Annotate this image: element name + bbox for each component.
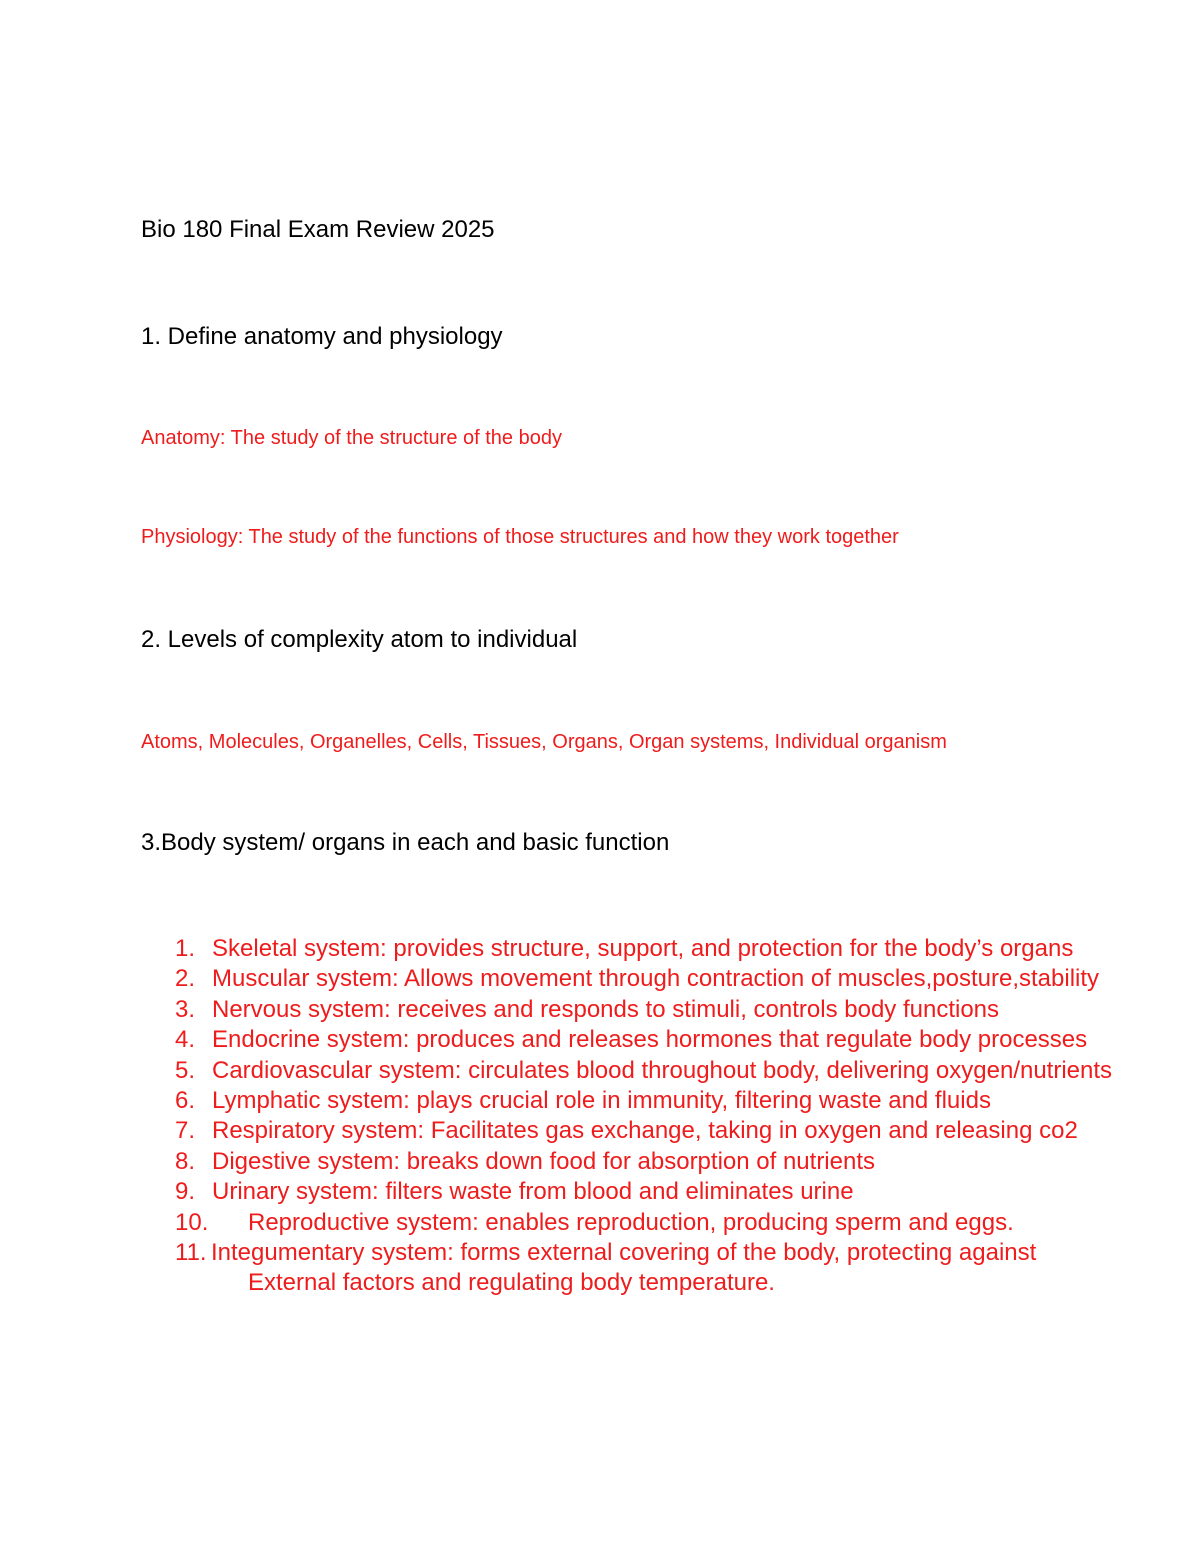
list-item-text: Muscular system: Allows movement through contraction of muscles,posture,stability [212, 965, 1100, 993]
list-item-number: 10. [175, 1208, 209, 1236]
document-title: Bio 180 Final Exam Review 2025 [141, 216, 495, 243]
list-item-number: 6. [175, 1086, 196, 1114]
list-item-text: Urinary system: filters waste from blood and eliminates urine [212, 1178, 854, 1206]
list-item-text: Nervous system: receives and responds to stimuli, controls body functions [212, 995, 1000, 1023]
list-item-number: 4. [175, 1026, 196, 1054]
section-1-heading: 1. Define anatomy and physiology [141, 323, 503, 350]
list-item-text: Integumentary system: forms external covering of the body, protecting against [211, 1238, 1037, 1266]
list-item-number: 3. [175, 995, 196, 1023]
levels-of-complexity-answer: Atoms, Molecules, Organelles, Cells, Tissues, Organs, Organ systems, Individual organism [141, 731, 947, 753]
list-item-text: Digestive system: breaks down food for absorption of nutrients [212, 1147, 875, 1175]
list-item-number: 7. [175, 1117, 196, 1145]
list-item-number: 1. [175, 935, 196, 962]
list-item-text: Endocrine system: produces and releases hormones that regulate body processes [212, 1026, 1088, 1054]
list-item-number: 9. [175, 1178, 196, 1206]
list-item-text: Reproductive system: enables reproduction, producing sperm and eggs. [248, 1208, 1014, 1236]
list-item-continuation: External factors and regulating body temperature. [248, 1269, 775, 1297]
physiology-definition: Physiology: The study of the functions of those structures and how they work together [141, 526, 899, 548]
section-3-heading: 3.Body system/ organs in each and basic function [141, 829, 670, 856]
list-item-number: 2. [175, 965, 196, 993]
section-2-heading: 2. Levels of complexity atom to individual [141, 626, 578, 653]
anatomy-definition: Anatomy: The study of the structure of the body [141, 427, 562, 449]
list-item-text: Cardiovascular system: circulates blood throughout body, delivering oxygen/nutrients [212, 1056, 1113, 1084]
list-item-number: 8. [175, 1147, 196, 1175]
list-item-text: Skeletal system: provides structure, support, and protection for the body’s organs [212, 935, 1074, 962]
list-item-number: 5. [175, 1056, 196, 1084]
list-item-number: 11. [175, 1238, 207, 1266]
list-item-text: Respiratory system: Facilitates gas exchange, taking in oxygen and releasing co2 [212, 1117, 1078, 1145]
list-item-text: Lymphatic system: plays crucial role in immunity, filtering waste and fluids [212, 1086, 991, 1114]
